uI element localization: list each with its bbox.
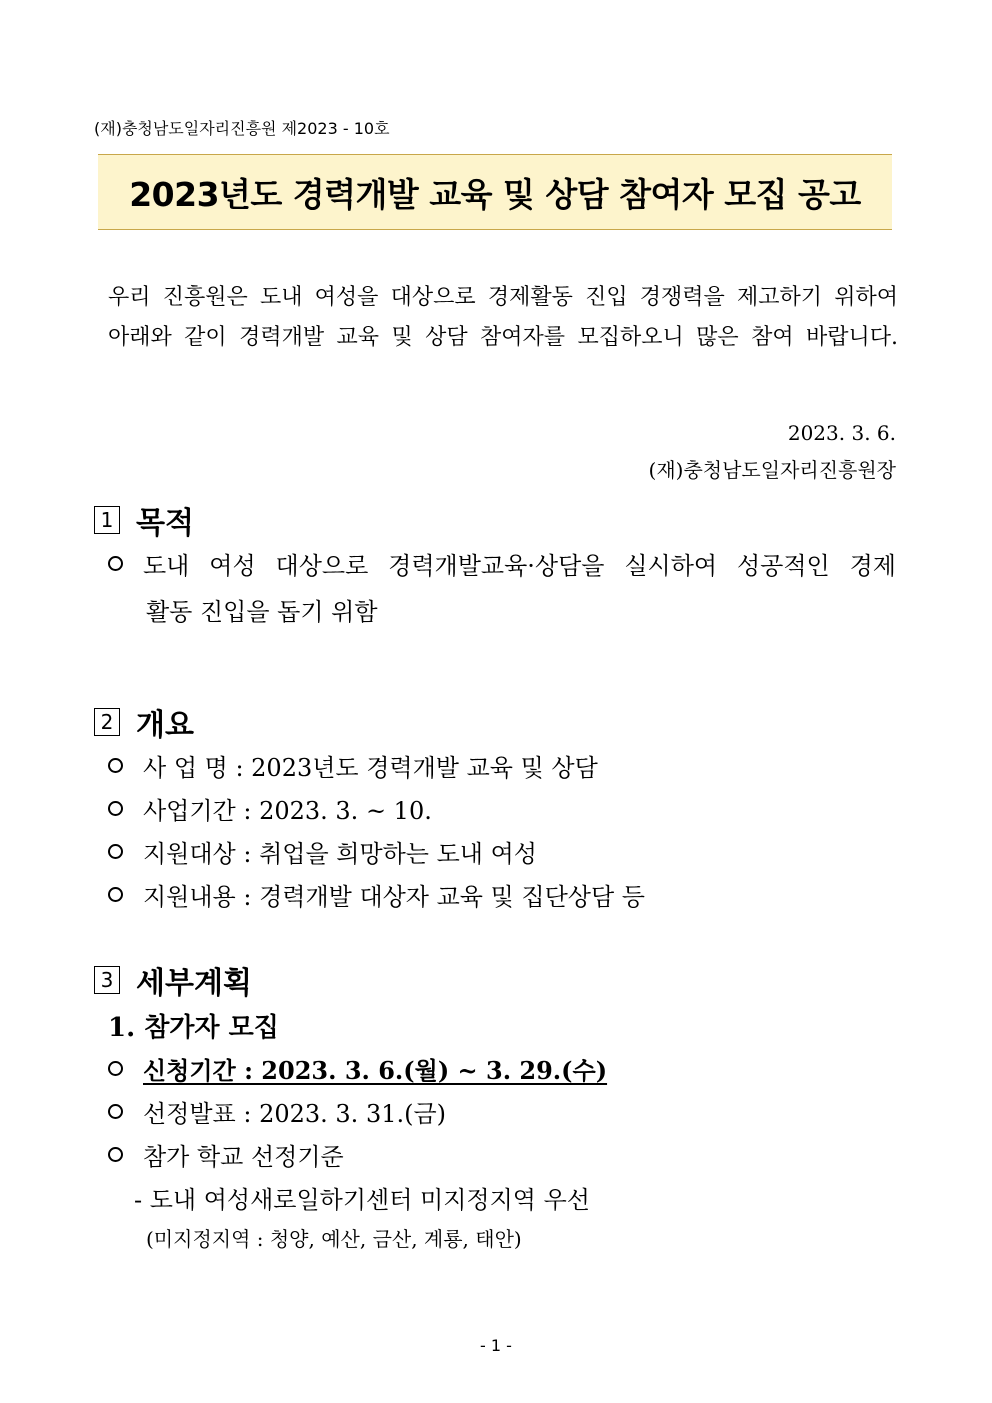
section-number-box: 3 xyxy=(94,966,120,994)
overview-item-text: 사 업 명 : 2023년도 경력개발 교육 및 상담 xyxy=(143,754,598,782)
circle-bullet-icon xyxy=(108,758,123,773)
page-number: - 1 - xyxy=(480,1336,512,1355)
circle-bullet-icon xyxy=(108,1061,123,1076)
purpose-line-2: 활동 진입을 돕기 위함 xyxy=(146,598,378,626)
issuer-name: (재)충청남도일자리진흥원장 xyxy=(648,458,896,482)
intro-line-2: 아래와 같이 경력개발 교육 및 상담 참여자를 모집하오니 많은 참여 바랍니다. xyxy=(108,325,898,350)
overview-item-period xyxy=(108,791,432,826)
section-heading-purpose xyxy=(94,498,194,542)
section-number-box: 2 xyxy=(94,708,120,736)
title-banner xyxy=(98,154,892,230)
section-title: 목적 xyxy=(136,506,194,541)
section-heading-overview xyxy=(94,700,194,744)
section-heading-detailed-plan xyxy=(94,958,252,1002)
overview-item-text: 지원내용 : 경력개발 대상자 교육 및 집단상담 등 xyxy=(143,883,645,911)
selection-announcement-text: 선정발표 : 2023. 3. 31.(금) xyxy=(143,1100,447,1128)
selection-criteria-item xyxy=(108,1137,344,1172)
circle-bullet-icon xyxy=(108,844,123,859)
overview-item-text: 지원대상 : 취업을 희망하는 도내 여성 xyxy=(143,840,537,868)
purpose-line-1: 도내 여성 대상으로 경력개발교육·상담을 실시하여 성공적인 경제 xyxy=(143,552,896,580)
subheading-participant-recruitment: 1. 참가자 모집 xyxy=(108,1013,279,1043)
overview-item-text: 사업기간 : 2023. 3. ~ 10. xyxy=(143,797,432,825)
circle-bullet-icon xyxy=(108,1147,123,1162)
circle-bullet-icon xyxy=(108,801,123,816)
criteria-dash-line: - 도내 여성새로일하기센터 미지정지역 우선 xyxy=(134,1186,590,1214)
overview-item-project-name xyxy=(108,748,598,783)
section-number-box: 1 xyxy=(94,506,120,534)
overview-item-target xyxy=(108,834,537,869)
circle-bullet-icon xyxy=(108,887,123,902)
issue-date: 2023. 3. 6. xyxy=(787,421,896,445)
overview-item-content xyxy=(108,877,645,912)
section-title: 개요 xyxy=(136,708,194,743)
document-reference-number: (재)충청남도일자리진흥원 제2023 - 10호 xyxy=(94,119,390,138)
application-period-item xyxy=(108,1051,607,1086)
purpose-bullet xyxy=(108,546,896,581)
intro-line-1: 우리 진흥원은 도내 여성을 대상으로 경제활동 진입 경쟁력을 제고하기 위하여 xyxy=(108,285,898,310)
application-period-text: 신청기간 : 2023. 3. 6.(월) ~ 3. 29.(수) xyxy=(143,1056,608,1085)
selection-criteria-text: 참가 학교 선정기준 xyxy=(143,1143,344,1171)
document-title: 2023년도 경력개발 교육 및 상담 참여자 모집 공고 xyxy=(129,174,861,214)
section-title: 세부계획 xyxy=(136,966,252,1001)
circle-bullet-icon xyxy=(108,556,123,571)
undesignated-regions-note: (미지정지역 : 청양, 예산, 금산, 계룡, 태안) xyxy=(146,1227,522,1251)
circle-bullet-icon xyxy=(108,1104,123,1119)
selection-announcement-item xyxy=(108,1094,446,1129)
